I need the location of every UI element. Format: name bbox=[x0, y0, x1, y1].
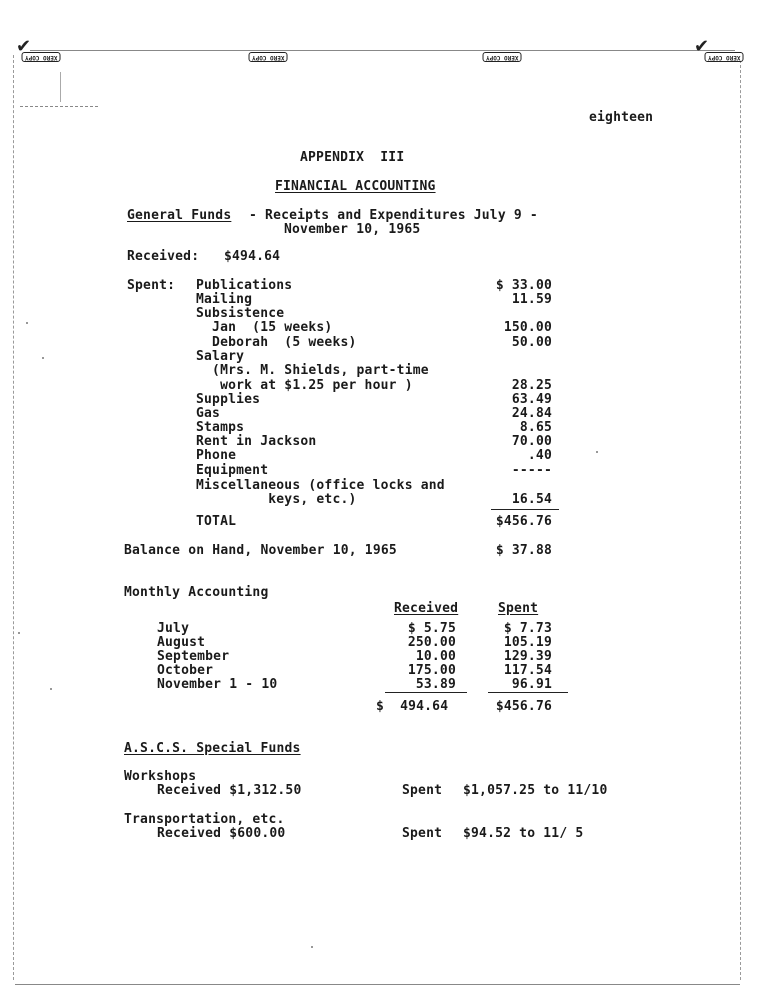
expense-label: Mailing bbox=[196, 292, 253, 307]
expense-amount: 8.65 bbox=[519, 420, 552, 435]
month-spent: 96.91 bbox=[511, 677, 552, 692]
expense-amount: 16.54 bbox=[511, 492, 552, 507]
received-total: $ 494.64 bbox=[376, 699, 449, 714]
corner-mark-icon: ✔ bbox=[694, 36, 710, 57]
scan-artifact bbox=[20, 106, 98, 107]
scan-speck bbox=[596, 451, 598, 453]
corner-mark-icon: ✔ bbox=[16, 36, 32, 57]
expense-label: Gas bbox=[196, 406, 221, 421]
expense-amount: ----- bbox=[511, 463, 552, 478]
expense-label: Supplies bbox=[196, 392, 261, 407]
monthly-title: Monthly Accounting bbox=[124, 585, 269, 600]
month-label: July bbox=[157, 621, 190, 636]
transport-received: Received $600.00 bbox=[157, 826, 286, 841]
scan-artifact bbox=[60, 72, 61, 102]
xerox-stamp-text: XERO COPY bbox=[25, 54, 58, 61]
scan-top-edge bbox=[30, 50, 735, 51]
month-received: 175.00 bbox=[407, 663, 456, 678]
expense-amount: .40 bbox=[527, 448, 552, 463]
month-spent: 117.54 bbox=[503, 663, 552, 678]
month-label: August bbox=[157, 635, 206, 650]
total-rule bbox=[491, 509, 559, 510]
expense-label: Equipment bbox=[196, 463, 269, 478]
xerox-stamp-text: XERO COPY bbox=[252, 54, 285, 61]
month-label: November 1 - 10 bbox=[157, 677, 278, 692]
month-received: 53.89 bbox=[415, 677, 456, 692]
balance-label: Balance on Hand, November 10, 1965 bbox=[124, 543, 397, 558]
balance-value: $ 37.88 bbox=[495, 543, 552, 558]
spent-label: Spent: bbox=[127, 278, 176, 293]
expense-label: (Mrs. M. Shields, part-time bbox=[196, 363, 429, 378]
total-label: TOTAL bbox=[196, 514, 237, 529]
expense-label: Publications bbox=[196, 278, 293, 293]
expense-amount: 28.25 bbox=[511, 378, 552, 393]
scan-left-edge bbox=[13, 55, 14, 980]
month-received: $ 5.75 bbox=[407, 621, 456, 636]
expense-label: work at $1.25 per hour ) bbox=[196, 378, 413, 393]
month-spent: $ 7.73 bbox=[503, 621, 552, 636]
general-funds-title: General Funds bbox=[127, 208, 232, 223]
spent-sum-rule bbox=[488, 692, 568, 693]
expense-label: Salary bbox=[196, 349, 245, 364]
scan-speck bbox=[311, 946, 313, 948]
scan-bottom-edge bbox=[15, 984, 740, 985]
expense-label: keys, etc.) bbox=[196, 492, 357, 507]
expense-label: Miscellaneous (office locks and bbox=[196, 478, 445, 493]
transport-spent-value: $94.52 to 11/ 5 bbox=[463, 826, 584, 841]
scan-speck bbox=[50, 688, 52, 690]
workshops-label: Workshops bbox=[124, 769, 197, 784]
general-funds-subtitle: - Receipts and Expenditures July 9 - bbox=[249, 208, 538, 223]
month-received: 250.00 bbox=[407, 635, 456, 650]
xerox-stamp bbox=[249, 52, 288, 62]
expense-amount: 70.00 bbox=[511, 434, 552, 449]
month-spent: 105.19 bbox=[503, 635, 552, 650]
section-title: FINANCIAL ACCOUNTING bbox=[275, 179, 436, 194]
transport-label: Transportation, etc. bbox=[124, 812, 285, 827]
scan-speck bbox=[18, 632, 20, 634]
expense-amount: 24.84 bbox=[511, 406, 552, 421]
xerox-stamp-text: XERO COPY bbox=[486, 54, 519, 61]
col-spent-header: Spent bbox=[498, 601, 539, 616]
expense-label: Subsistence bbox=[196, 306, 285, 321]
expense-label: Rent in Jackson bbox=[196, 434, 317, 449]
expense-label: Phone bbox=[196, 448, 237, 463]
xerox-stamp bbox=[705, 52, 744, 62]
col-received-header: Received bbox=[394, 601, 459, 616]
expense-amount: 11.59 bbox=[511, 292, 552, 307]
month-spent: 129.39 bbox=[503, 649, 552, 664]
month-received: 10.00 bbox=[415, 649, 456, 664]
page-number: eighteen bbox=[589, 110, 654, 125]
expense-label: Stamps bbox=[196, 420, 245, 435]
workshops-spent-value: $1,057.25 to 11/10 bbox=[463, 783, 608, 798]
xerox-stamp-text: XERO COPY bbox=[708, 54, 741, 61]
expense-amount: 50.00 bbox=[511, 335, 552, 350]
appendix-heading: APPENDIX III bbox=[300, 150, 405, 165]
general-funds-subtitle-2: November 10, 1965 bbox=[284, 222, 421, 237]
expense-amount: $ 33.00 bbox=[495, 278, 552, 293]
workshops-spent-label: Spent bbox=[402, 783, 443, 798]
month-label: September bbox=[157, 649, 230, 664]
scan-speck bbox=[42, 357, 44, 359]
scan-right-edge bbox=[740, 55, 741, 980]
scan-speck bbox=[26, 322, 28, 324]
xerox-stamp bbox=[483, 52, 522, 62]
spent-total: $456.76 bbox=[495, 699, 552, 714]
transport-spent-label: Spent bbox=[402, 826, 443, 841]
expense-label: Deborah (5 weeks) bbox=[196, 335, 357, 350]
expense-amount: 150.00 bbox=[503, 320, 552, 335]
received-value: $494.64 bbox=[224, 249, 281, 264]
total-value: $456.76 bbox=[495, 514, 552, 529]
expense-amount: 63.49 bbox=[511, 392, 552, 407]
received-label: Received: bbox=[127, 249, 200, 264]
received-sum-rule bbox=[385, 692, 467, 693]
expense-label: Jan (15 weeks) bbox=[196, 320, 333, 335]
workshops-received: Received $1,312.50 bbox=[157, 783, 302, 798]
month-label: October bbox=[157, 663, 214, 678]
ascs-title: A.S.C.S. Special Funds bbox=[124, 741, 301, 756]
